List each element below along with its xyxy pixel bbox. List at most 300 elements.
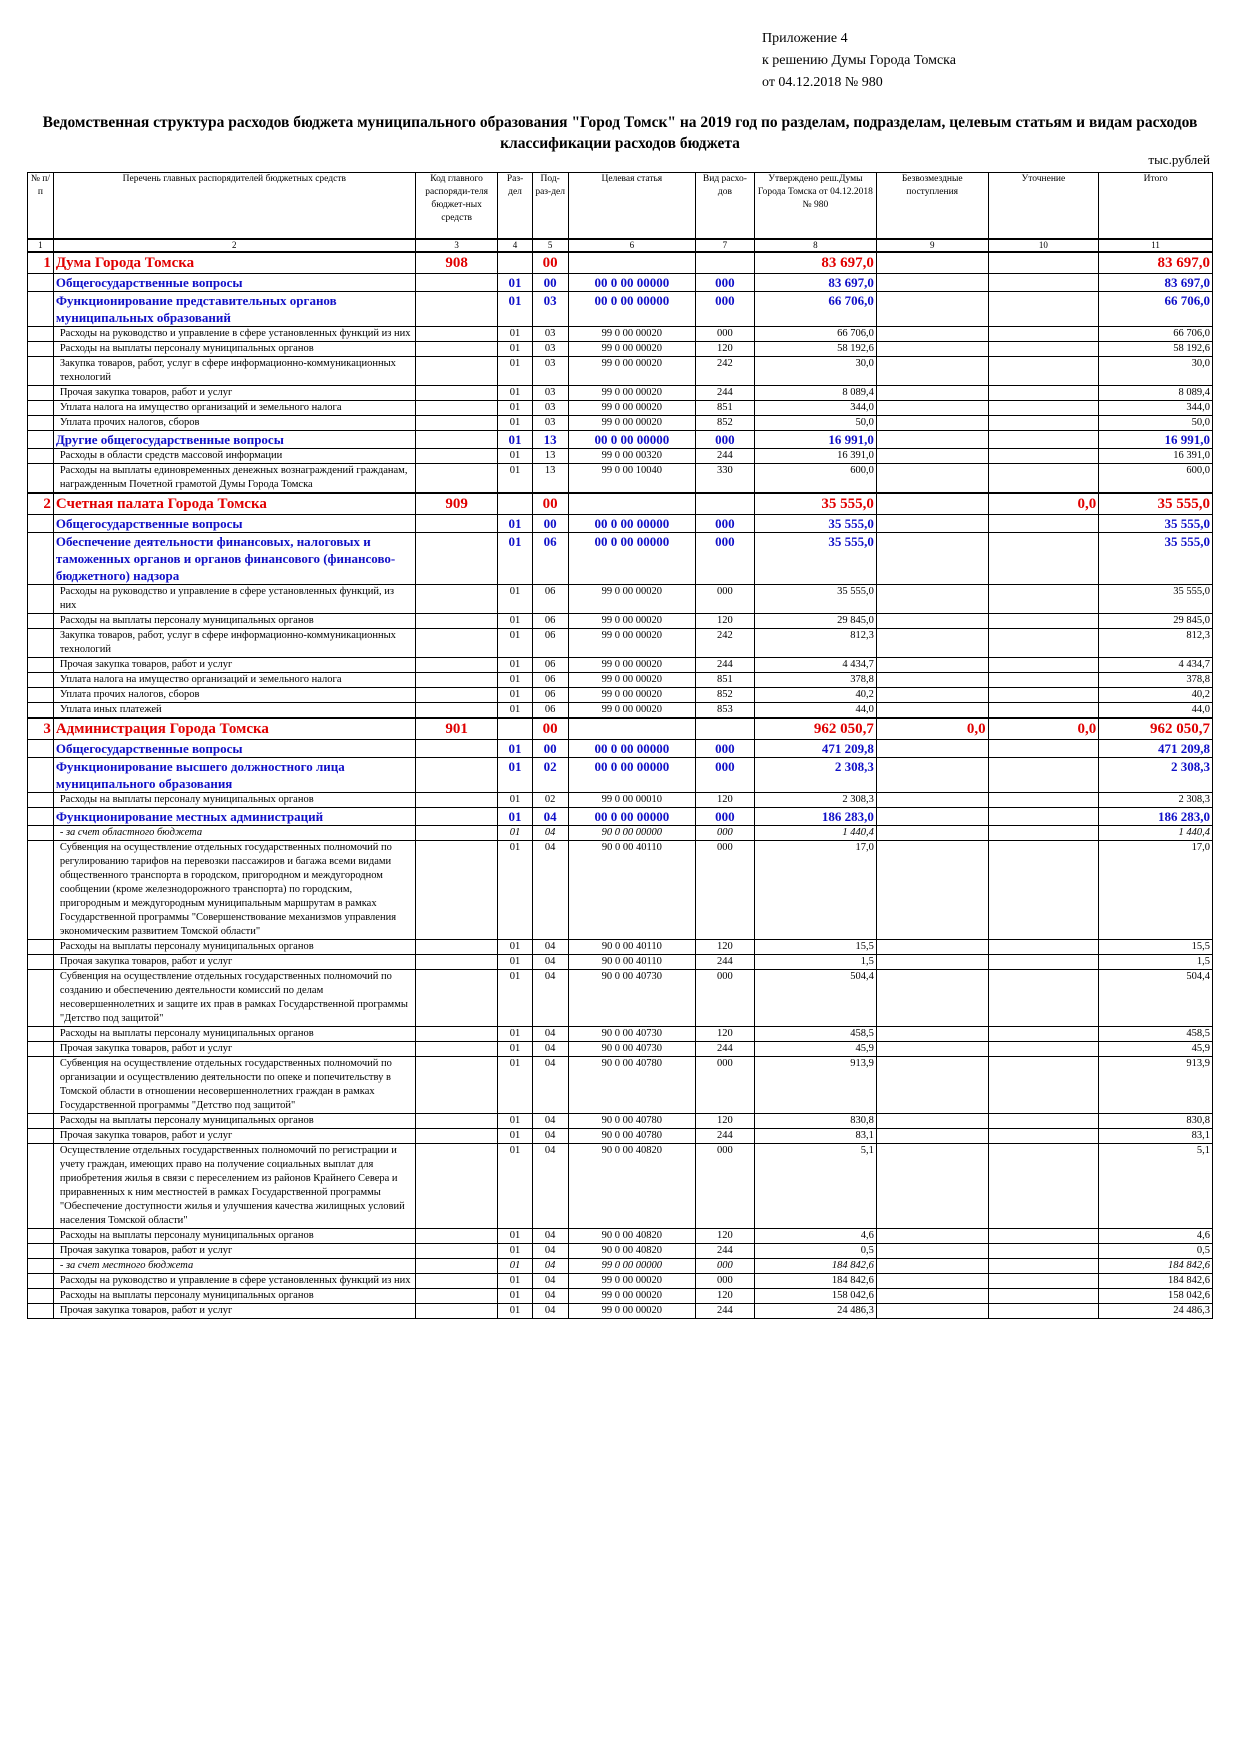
row-expense-type: 000 bbox=[695, 430, 754, 448]
row-target-article: 99 0 00 00020 bbox=[568, 672, 695, 687]
row-podrazdel: 04 bbox=[532, 825, 568, 840]
row-podrazdel: 04 bbox=[532, 1026, 568, 1041]
row-approved: 66 706,0 bbox=[754, 291, 876, 326]
row-target-article: 99 0 00 00020 bbox=[568, 400, 695, 415]
row-podrazdel: 04 bbox=[532, 1143, 568, 1228]
row-name: Расходы на выплаты персоналу муниципальных органов bbox=[53, 1113, 415, 1128]
row-free-receipts bbox=[876, 1228, 988, 1243]
row-razdel: 01 bbox=[498, 326, 532, 341]
row-total: 83,1 bbox=[1099, 1128, 1213, 1143]
row-razdel: 01 bbox=[498, 1113, 532, 1128]
section-row bbox=[28, 532, 1213, 584]
row-expense-type: 000 bbox=[695, 1273, 754, 1288]
row-total: 0,5 bbox=[1099, 1243, 1213, 1258]
row-code bbox=[415, 628, 498, 657]
row-approved: 29 845,0 bbox=[754, 613, 876, 628]
table-row bbox=[28, 1128, 1213, 1143]
row-free-receipts bbox=[876, 291, 988, 326]
row-free-receipts bbox=[876, 939, 988, 954]
row-podrazdel: 06 bbox=[532, 687, 568, 702]
row-total: 66 706,0 bbox=[1099, 291, 1213, 326]
row-code bbox=[415, 939, 498, 954]
col-header-type: Вид расхо-дов bbox=[695, 173, 754, 239]
row-total: 58 192,6 bbox=[1099, 341, 1213, 356]
row-adjustment bbox=[988, 939, 1099, 954]
table-row bbox=[28, 463, 1213, 493]
row-total: 24 486,3 bbox=[1099, 1303, 1213, 1318]
row-number bbox=[28, 291, 54, 326]
row-name: Расходы на выплаты персоналу муниципальных органов bbox=[53, 1228, 415, 1243]
row-target-article: 00 0 00 00000 bbox=[568, 739, 695, 757]
row-expense-type: 242 bbox=[695, 356, 754, 385]
row-free-receipts bbox=[876, 584, 988, 613]
row-number bbox=[28, 400, 54, 415]
row-podrazdel: 03 bbox=[532, 341, 568, 356]
section-row bbox=[28, 757, 1213, 792]
row-expense-type: 120 bbox=[695, 939, 754, 954]
row-target-article bbox=[568, 493, 695, 515]
row-razdel: 01 bbox=[498, 514, 532, 532]
row-number bbox=[28, 1228, 54, 1243]
row-approved: 35 555,0 bbox=[754, 514, 876, 532]
row-approved: 830,8 bbox=[754, 1113, 876, 1128]
row-number: 2 bbox=[28, 493, 54, 515]
row-razdel: 01 bbox=[498, 1243, 532, 1258]
row-code bbox=[415, 532, 498, 584]
row-razdel: 01 bbox=[498, 1056, 532, 1113]
row-target-article bbox=[568, 252, 695, 274]
row-total: 16 391,0 bbox=[1099, 448, 1213, 463]
row-expense-type: 851 bbox=[695, 672, 754, 687]
table-row bbox=[28, 1228, 1213, 1243]
row-free-receipts bbox=[876, 1243, 988, 1258]
row-razdel: 01 bbox=[498, 584, 532, 613]
row-podrazdel: 06 bbox=[532, 702, 568, 718]
row-name: Прочая закупка товаров, работ и услуг bbox=[53, 657, 415, 672]
row-expense-type: 244 bbox=[695, 1128, 754, 1143]
row-code bbox=[415, 514, 498, 532]
row-number bbox=[28, 273, 54, 291]
row-name: Расходы на руководство и управление в сфере установленных функций из них bbox=[53, 326, 415, 341]
row-adjustment bbox=[988, 672, 1099, 687]
col-header-free: Безвозмездные поступления bbox=[876, 173, 988, 239]
row-podrazdel: 04 bbox=[532, 1303, 568, 1318]
row-total: 5,1 bbox=[1099, 1143, 1213, 1228]
row-name: Общегосударственные вопросы bbox=[53, 514, 415, 532]
row-podrazdel: 02 bbox=[532, 757, 568, 792]
row-razdel bbox=[498, 252, 532, 274]
row-podrazdel: 04 bbox=[532, 1273, 568, 1288]
row-name: Расходы на руководство и управление в сфере установленных функций из них bbox=[53, 1273, 415, 1288]
row-target-article: 99 0 00 00020 bbox=[568, 341, 695, 356]
row-total: 812,3 bbox=[1099, 628, 1213, 657]
row-podrazdel: 04 bbox=[532, 1258, 568, 1273]
section-row bbox=[28, 807, 1213, 825]
row-code bbox=[415, 430, 498, 448]
row-total: 471 209,8 bbox=[1099, 739, 1213, 757]
row-total: 186 283,0 bbox=[1099, 807, 1213, 825]
row-number bbox=[28, 1113, 54, 1128]
row-name: - за счет областного бюджета bbox=[53, 825, 415, 840]
row-code bbox=[415, 969, 498, 1026]
row-free-receipts bbox=[876, 969, 988, 1026]
row-expense-type: 000 bbox=[695, 840, 754, 939]
row-number bbox=[28, 825, 54, 840]
row-free-receipts bbox=[876, 385, 988, 400]
row-free-receipts bbox=[876, 954, 988, 969]
row-adjustment bbox=[988, 687, 1099, 702]
units-label: тыс.рублей bbox=[1148, 152, 1210, 167]
row-free-receipts bbox=[876, 1041, 988, 1056]
row-target-article: 99 0 00 00020 bbox=[568, 1288, 695, 1303]
row-number bbox=[28, 1288, 54, 1303]
table-row bbox=[28, 385, 1213, 400]
row-number bbox=[28, 1243, 54, 1258]
row-podrazdel: 00 bbox=[532, 273, 568, 291]
row-free-receipts bbox=[876, 672, 988, 687]
row-adjustment bbox=[988, 1288, 1099, 1303]
row-number bbox=[28, 757, 54, 792]
table-row bbox=[28, 613, 1213, 628]
row-podrazdel: 04 bbox=[532, 807, 568, 825]
row-number bbox=[28, 584, 54, 613]
table-row bbox=[28, 657, 1213, 672]
appendix-line: от 04.12.2018 № 980 bbox=[762, 75, 883, 90]
col-header-podrazdel: Под-раз-дел bbox=[532, 173, 568, 239]
row-podrazdel: 03 bbox=[532, 291, 568, 326]
row-podrazdel: 04 bbox=[532, 969, 568, 1026]
row-razdel: 01 bbox=[498, 687, 532, 702]
table-row bbox=[28, 1056, 1213, 1113]
table-row bbox=[28, 969, 1213, 1026]
row-free-receipts bbox=[876, 1113, 988, 1128]
row-number: 3 bbox=[28, 718, 54, 740]
row-code bbox=[415, 840, 498, 939]
row-podrazdel: 03 bbox=[532, 400, 568, 415]
row-target-article: 99 0 00 00020 bbox=[568, 356, 695, 385]
row-name: Функционирование представительных органов муниципальных образований bbox=[53, 291, 415, 326]
row-podrazdel: 02 bbox=[532, 792, 568, 807]
row-approved: 44,0 bbox=[754, 702, 876, 718]
row-total: 8 089,4 bbox=[1099, 385, 1213, 400]
row-razdel: 01 bbox=[498, 400, 532, 415]
row-razdel: 01 bbox=[498, 1273, 532, 1288]
row-number bbox=[28, 939, 54, 954]
row-razdel: 01 bbox=[498, 939, 532, 954]
row-expense-type: 000 bbox=[695, 757, 754, 792]
administrator-row bbox=[28, 718, 1213, 740]
row-number bbox=[28, 326, 54, 341]
row-adjustment bbox=[988, 657, 1099, 672]
row-total: 184 842,6 bbox=[1099, 1258, 1213, 1273]
col-header-name: Перечень главных распорядителей бюджетных средств bbox=[53, 173, 415, 239]
row-name: Субвенция на осуществление отдельных государственных полномочий по регулированию тарифов на перевозки пассажиров и багажа всеми видами общественного транспорта в городском, пригородном и междугородном сообщении (кроме железнодорожного транспорта) по городским, пригородным и междугородным муниципальным маршрутам в рамках Государственной программы "Совершенствование механизмов управления экономическим развитием Томской области" bbox=[53, 840, 415, 939]
column-number: 6 bbox=[568, 239, 695, 252]
administrator-row bbox=[28, 493, 1213, 515]
column-number: 2 bbox=[53, 239, 415, 252]
table-row bbox=[28, 448, 1213, 463]
row-number: 1 bbox=[28, 252, 54, 274]
row-target-article: 90 0 00 40730 bbox=[568, 1026, 695, 1041]
row-name: Уплата налога на имущество организаций и земельного налога bbox=[53, 672, 415, 687]
row-target-article: 90 0 00 40110 bbox=[568, 954, 695, 969]
row-expense-type: 852 bbox=[695, 415, 754, 430]
row-expense-type: 000 bbox=[695, 1258, 754, 1273]
row-approved: 83 697,0 bbox=[754, 252, 876, 274]
row-podrazdel: 06 bbox=[532, 532, 568, 584]
row-adjustment bbox=[988, 341, 1099, 356]
table-row bbox=[28, 415, 1213, 430]
row-approved: 5,1 bbox=[754, 1143, 876, 1228]
row-adjustment bbox=[988, 326, 1099, 341]
row-code bbox=[415, 825, 498, 840]
row-approved: 2 308,3 bbox=[754, 792, 876, 807]
row-razdel: 01 bbox=[498, 672, 532, 687]
row-razdel: 01 bbox=[498, 1288, 532, 1303]
row-code bbox=[415, 807, 498, 825]
row-number bbox=[28, 430, 54, 448]
row-adjustment: 0,0 bbox=[988, 718, 1099, 740]
row-adjustment bbox=[988, 1056, 1099, 1113]
row-target-article: 99 0 00 00020 bbox=[568, 657, 695, 672]
row-razdel: 01 bbox=[498, 969, 532, 1026]
row-razdel: 01 bbox=[498, 448, 532, 463]
table-row bbox=[28, 1026, 1213, 1041]
row-target-article: 90 0 00 40780 bbox=[568, 1056, 695, 1113]
row-code bbox=[415, 1113, 498, 1128]
row-approved: 4 434,7 bbox=[754, 657, 876, 672]
row-expense-type: 000 bbox=[695, 807, 754, 825]
row-total: 50,0 bbox=[1099, 415, 1213, 430]
column-number: 5 bbox=[532, 239, 568, 252]
row-expense-type: 000 bbox=[695, 1056, 754, 1113]
row-razdel: 01 bbox=[498, 1228, 532, 1243]
row-free-receipts bbox=[876, 326, 988, 341]
row-target-article: 99 0 00 00020 bbox=[568, 385, 695, 400]
row-razdel bbox=[498, 493, 532, 515]
row-code: 909 bbox=[415, 493, 498, 515]
row-number bbox=[28, 341, 54, 356]
row-target-article: 99 0 00 00020 bbox=[568, 584, 695, 613]
row-razdel: 01 bbox=[498, 1143, 532, 1228]
row-target-article: 00 0 00 00000 bbox=[568, 514, 695, 532]
row-razdel bbox=[498, 718, 532, 740]
row-podrazdel: 04 bbox=[532, 1113, 568, 1128]
row-approved: 600,0 bbox=[754, 463, 876, 493]
row-name: Расходы в области средств массовой информации bbox=[53, 448, 415, 463]
row-free-receipts bbox=[876, 1056, 988, 1113]
row-number bbox=[28, 1056, 54, 1113]
row-razdel: 01 bbox=[498, 356, 532, 385]
row-free-receipts: 0,0 bbox=[876, 718, 988, 740]
row-number bbox=[28, 807, 54, 825]
row-free-receipts bbox=[876, 400, 988, 415]
appendix-line: к решению Думы Города Томска bbox=[762, 53, 956, 68]
row-expense-type: 120 bbox=[695, 341, 754, 356]
row-name: Уплата налога на имущество организаций и земельного налога bbox=[53, 400, 415, 415]
row-total: 35 555,0 bbox=[1099, 584, 1213, 613]
row-expense-type bbox=[695, 493, 754, 515]
row-free-receipts bbox=[876, 792, 988, 807]
row-name: Прочая закупка товаров, работ и услуг bbox=[53, 1128, 415, 1143]
row-approved: 458,5 bbox=[754, 1026, 876, 1041]
row-razdel: 01 bbox=[498, 954, 532, 969]
row-code bbox=[415, 400, 498, 415]
row-name: Обеспечение деятельности финансовых, налоговых и таможенных органов и органов финансового (финансово-бюджетного) надзора bbox=[53, 532, 415, 584]
row-number bbox=[28, 1041, 54, 1056]
row-approved: 186 283,0 bbox=[754, 807, 876, 825]
row-podrazdel: 00 bbox=[532, 718, 568, 740]
row-target-article: 99 0 00 00320 bbox=[568, 448, 695, 463]
row-expense-type: 853 bbox=[695, 702, 754, 718]
row-podrazdel: 04 bbox=[532, 1243, 568, 1258]
row-number bbox=[28, 415, 54, 430]
row-free-receipts bbox=[876, 448, 988, 463]
row-free-receipts bbox=[876, 1273, 988, 1288]
row-name: Субвенция на осуществление отдельных государственных полномочий по организации и осуществлению деятельности по опеке и попечительству в Томской области в отношении несовершеннолетних граждан в рамках Государственной программы "Детство под защитой" bbox=[53, 1056, 415, 1113]
row-razdel: 01 bbox=[498, 628, 532, 657]
row-total: 45,9 bbox=[1099, 1041, 1213, 1056]
row-code bbox=[415, 657, 498, 672]
row-expense-type: 242 bbox=[695, 628, 754, 657]
table-row bbox=[28, 628, 1213, 657]
row-name: Общегосударственные вопросы bbox=[53, 273, 415, 291]
row-number bbox=[28, 840, 54, 939]
row-target-article: 99 0 00 00020 bbox=[568, 1303, 695, 1318]
row-expense-type bbox=[695, 718, 754, 740]
row-code bbox=[415, 1258, 498, 1273]
row-free-receipts bbox=[876, 613, 988, 628]
table-row bbox=[28, 1273, 1213, 1288]
row-code bbox=[415, 1041, 498, 1056]
row-target-article: 99 0 00 00000 bbox=[568, 1258, 695, 1273]
row-code: 908 bbox=[415, 252, 498, 274]
row-name: Прочая закупка товаров, работ и услуг bbox=[53, 954, 415, 969]
row-adjustment bbox=[988, 807, 1099, 825]
row-expense-type: 000 bbox=[695, 291, 754, 326]
row-free-receipts bbox=[876, 825, 988, 840]
row-name: Закупка товаров, работ, услуг в сфере информационно-коммуникационных технологий bbox=[53, 356, 415, 385]
row-total: 15,5 bbox=[1099, 939, 1213, 954]
row-adjustment bbox=[988, 1143, 1099, 1228]
row-target-article: 99 0 00 00020 bbox=[568, 1273, 695, 1288]
row-podrazdel: 13 bbox=[532, 430, 568, 448]
row-target-article: 90 0 00 40110 bbox=[568, 840, 695, 939]
row-adjustment bbox=[988, 1258, 1099, 1273]
table-row bbox=[28, 326, 1213, 341]
row-adjustment bbox=[988, 969, 1099, 1026]
row-target-article: 99 0 00 00010 bbox=[568, 792, 695, 807]
row-total: 504,4 bbox=[1099, 969, 1213, 1026]
col-header-approved: Утверждено реш.Думы Города Томска от 04.12.2018 № 980 bbox=[754, 173, 876, 239]
table-row bbox=[28, 1041, 1213, 1056]
row-total: 17,0 bbox=[1099, 840, 1213, 939]
row-expense-type: 244 bbox=[695, 1303, 754, 1318]
row-number bbox=[28, 1026, 54, 1041]
row-code bbox=[415, 385, 498, 400]
row-adjustment bbox=[988, 792, 1099, 807]
row-code bbox=[415, 273, 498, 291]
row-adjustment bbox=[988, 400, 1099, 415]
section-row bbox=[28, 430, 1213, 448]
row-code bbox=[415, 341, 498, 356]
row-total: 600,0 bbox=[1099, 463, 1213, 493]
row-expense-type: 000 bbox=[695, 739, 754, 757]
row-adjustment bbox=[988, 757, 1099, 792]
row-adjustment bbox=[988, 532, 1099, 584]
row-number bbox=[28, 613, 54, 628]
row-target-article: 99 0 00 00020 bbox=[568, 326, 695, 341]
row-expense-type: 000 bbox=[695, 969, 754, 1026]
row-approved: 83,1 bbox=[754, 1128, 876, 1143]
row-free-receipts bbox=[876, 687, 988, 702]
row-free-receipts bbox=[876, 273, 988, 291]
row-name: Администрация Города Томска bbox=[53, 718, 415, 740]
row-code bbox=[415, 1243, 498, 1258]
row-total: 158 042,6 bbox=[1099, 1288, 1213, 1303]
row-total: 35 555,0 bbox=[1099, 532, 1213, 584]
document-title: Ведомственная структура расходов бюджета муниципального образования "Город Томск" на 2019 год по разделам, подразделам, целевым статьям и видам расходов классификации расходов бюджета bbox=[42, 114, 1198, 152]
row-razdel: 01 bbox=[498, 1258, 532, 1273]
row-razdel: 01 bbox=[498, 657, 532, 672]
table-row bbox=[28, 1113, 1213, 1128]
row-razdel: 01 bbox=[498, 273, 532, 291]
row-name: Субвенция на осуществление отдельных государственных полномочий по созданию и обеспечению деятельности комиссий по делам несовершеннолетних и защите их прав в рамках Государственной программы "Детство под защитой" bbox=[53, 969, 415, 1026]
row-number bbox=[28, 514, 54, 532]
row-code bbox=[415, 757, 498, 792]
row-adjustment bbox=[988, 514, 1099, 532]
row-expense-type: 244 bbox=[695, 385, 754, 400]
table-row bbox=[28, 825, 1213, 840]
row-expense-type: 000 bbox=[695, 584, 754, 613]
row-name: Уплата иных платежей bbox=[53, 702, 415, 718]
row-name: Прочая закупка товаров, работ и услуг bbox=[53, 1243, 415, 1258]
row-number bbox=[28, 657, 54, 672]
row-code bbox=[415, 415, 498, 430]
row-target-article: 99 0 00 00020 bbox=[568, 415, 695, 430]
row-total: 16 991,0 bbox=[1099, 430, 1213, 448]
row-expense-type: 244 bbox=[695, 1041, 754, 1056]
row-adjustment bbox=[988, 448, 1099, 463]
section-row bbox=[28, 273, 1213, 291]
column-number: 11 bbox=[1099, 239, 1213, 252]
row-name: Прочая закупка товаров, работ и услуг bbox=[53, 385, 415, 400]
row-podrazdel: 04 bbox=[532, 1056, 568, 1113]
row-adjustment bbox=[988, 356, 1099, 385]
row-code bbox=[415, 1143, 498, 1228]
row-adjustment bbox=[988, 273, 1099, 291]
row-adjustment bbox=[988, 252, 1099, 274]
row-approved: 8 089,4 bbox=[754, 385, 876, 400]
row-podrazdel: 04 bbox=[532, 954, 568, 969]
row-name: Расходы на выплаты персоналу муниципальных органов bbox=[53, 1288, 415, 1303]
row-name: Уплата прочих налогов, сборов bbox=[53, 415, 415, 430]
row-free-receipts bbox=[876, 840, 988, 939]
row-razdel: 01 bbox=[498, 613, 532, 628]
row-name: Счетная палата Города Томска bbox=[53, 493, 415, 515]
row-total: 4 434,7 bbox=[1099, 657, 1213, 672]
row-approved: 378,8 bbox=[754, 672, 876, 687]
row-code bbox=[415, 356, 498, 385]
row-code bbox=[415, 613, 498, 628]
row-number bbox=[28, 739, 54, 757]
row-expense-type: 000 bbox=[695, 326, 754, 341]
row-podrazdel: 04 bbox=[532, 840, 568, 939]
row-approved: 35 555,0 bbox=[754, 493, 876, 515]
row-approved: 184 842,6 bbox=[754, 1273, 876, 1288]
table-row bbox=[28, 400, 1213, 415]
row-razdel: 01 bbox=[498, 385, 532, 400]
